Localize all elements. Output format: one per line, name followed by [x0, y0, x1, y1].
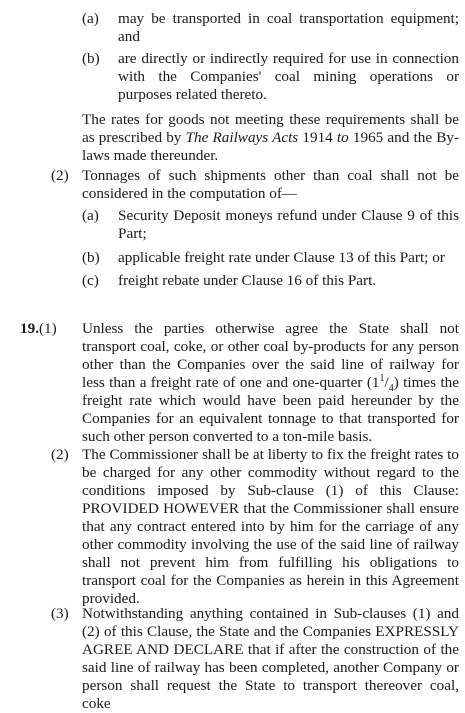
- fraction-denominator: 4: [388, 383, 394, 395]
- item-text: may be transported in coal transportation equipment; and: [118, 10, 459, 45]
- rates-text-2: 1914: [298, 129, 337, 146]
- item-text: applicable freight rate under Clause 13 of this Part; or: [118, 249, 445, 266]
- sub-clause-2: [51, 167, 459, 203]
- rates-text-3: 1965 and the By-laws made thereunder.: [82, 129, 459, 164]
- clause-text-2: ) times the freight rate which would have been paid hereunder by the Companies for an equivalent tonnage to that transported for such other person converted to a ton-mile basis.: [82, 374, 460, 445]
- clause-19-sub-2: [51, 446, 459, 608]
- clause-number: 19.: [20, 320, 39, 337]
- item-label: (b): [82, 249, 100, 266]
- list-item: [82, 249, 459, 267]
- sub-clause-text: Tonnages of such shipments other than coal shall not be considered in the computation of—: [82, 167, 459, 202]
- sub-clause-text: The Commissioner shall be at liberty to fix the freight rates to be charged for any other commodity without regard to the conditions imposed by Sub-clause (1) of this Clause: PROVIDED HOWEVER that the Commissioner shall ensure that any contract entered into by him for the carriage of any other commodity involving the use of the said line of railway shall not prevent him from fulfilling his obligations to transport coal for the Companies as herein in this Agreement provided.: [82, 446, 459, 607]
- act-title: The Railways Acts: [185, 129, 299, 146]
- sub-clause-label: (3): [51, 605, 69, 622]
- item-text: are directly or indirectly required for use in connection with the Companies' coal mining operations or purposes related thereto.: [118, 50, 459, 103]
- item-label: (a): [82, 207, 99, 224]
- list-item: [82, 207, 459, 243]
- sub-clause-label: (2): [51, 167, 69, 184]
- clause-text-1: Unless the parties otherwise agree the State shall not transport coal, coke, or other coal by-products for any person other than the Companies over the said line of railway for less than a freight rate of one and one-quarter (1: [82, 320, 459, 391]
- sub-clause-label: (1): [38, 320, 57, 337]
- list-item: [82, 10, 459, 46]
- clause-19-sub-3: [51, 605, 459, 713]
- list-item: [82, 272, 459, 290]
- sub-clause-text: Notwithstanding anything contained in Sub-clauses (1) and (2) of this Clause, the State and the Companies EXPRESSLY AGREE AND DECLARE that if after the construction of the said line of railway has been completed, another Company or person shall request the State to transport thereover coal, coke: [82, 605, 459, 712]
- list-item: [82, 50, 459, 104]
- sub-clause-label: (2): [51, 446, 69, 463]
- clause-19-sub-1: 19.(1) Unless the parties otherwise agree the State shall not transport coal, coke, or other coal by-products for any person other than the Companies over the said line of railway for less than a freight rate of one and one-quarter $(1^1/_4)$ times the freight rate which would have been paid hereunder by the Companies for an equivalent tonnage to that transported for such other person converted to a ton-mile basis.: [20, 320, 460, 445]
- item-label: (a): [82, 10, 99, 27]
- fraction-numerator: 1: [379, 372, 385, 384]
- item-text: Security Deposit moneys refund under Clause 9 of this Part;: [118, 207, 459, 242]
- act-to: to: [336, 129, 349, 146]
- item-text: freight rebate under Clause 16 of this Part.: [118, 272, 377, 289]
- paragraph-rates: [82, 111, 459, 165]
- item-label: (b): [82, 50, 100, 67]
- rates-text-1: The rates for goods not meeting these requirements shall be as prescribed by: [82, 111, 459, 146]
- item-label: (c): [82, 272, 99, 289]
